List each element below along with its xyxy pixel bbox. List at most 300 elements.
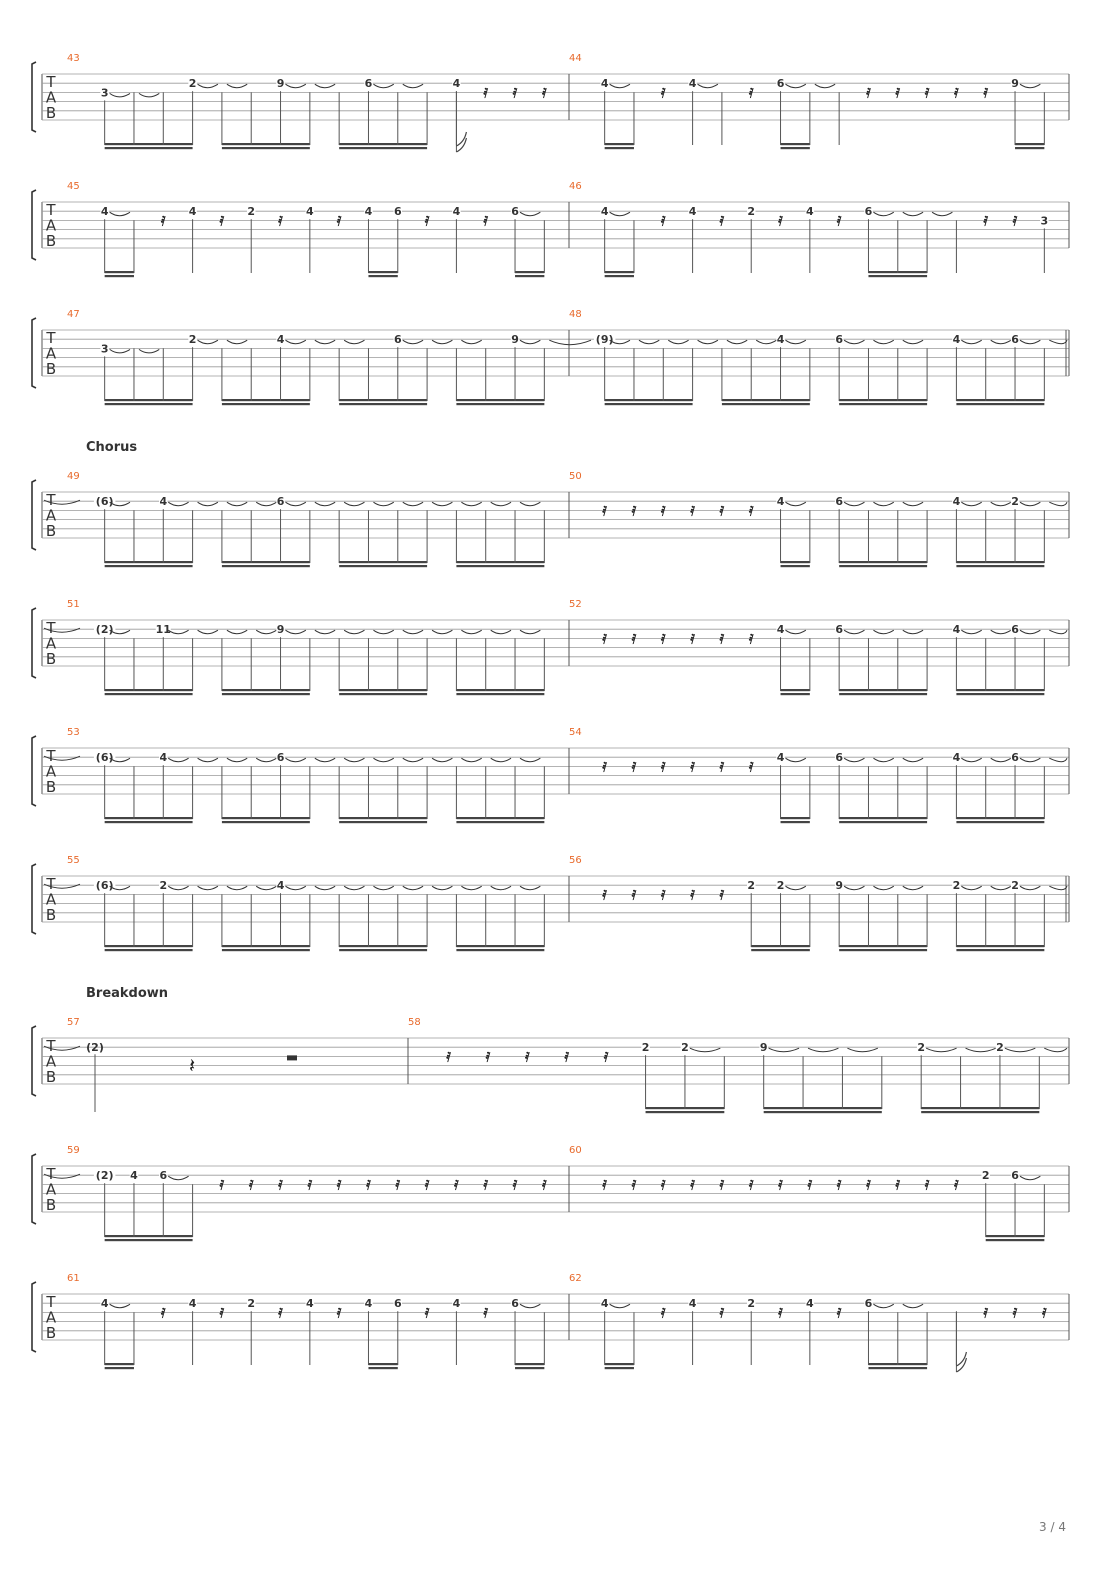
- tie: [403, 758, 423, 762]
- beam: [339, 147, 427, 149]
- tab-system: [32, 1273, 1069, 1372]
- tab-system: [32, 181, 1069, 277]
- fret-number: 6: [393, 1297, 402, 1311]
- sixteenth-rest: 𝅀: [895, 1178, 901, 1194]
- sixteenth-rest: 𝅀: [719, 214, 725, 230]
- beam: [222, 689, 310, 691]
- tie: [961, 630, 981, 634]
- tie: [786, 502, 806, 506]
- sixteenth-rest: 𝅀: [748, 86, 754, 102]
- fret-number: 6: [864, 1297, 873, 1311]
- measure-number: 58: [408, 1017, 421, 1028]
- tab-clef-letter: B: [45, 1324, 57, 1342]
- sixteenth-rest: 𝅀: [748, 504, 754, 520]
- sixteenth-rest: 𝅀: [603, 1050, 609, 1066]
- sixteenth-rest: 𝅀: [336, 214, 342, 230]
- tie: [1020, 84, 1040, 88]
- beam: [956, 949, 1044, 951]
- beam: [105, 1235, 193, 1237]
- tie: [344, 630, 364, 634]
- fret-number: 2: [747, 205, 756, 219]
- page-number: 3 / 4: [1039, 1520, 1066, 1534]
- sixteenth-rest: 𝅀: [485, 1050, 491, 1066]
- beam: [339, 403, 427, 405]
- measure: [67, 855, 569, 951]
- system-bracket: [32, 608, 36, 678]
- tie: [461, 502, 481, 506]
- tie: [1020, 886, 1040, 890]
- tie: [139, 93, 159, 97]
- tie: [520, 758, 540, 762]
- fret-number: 6: [276, 751, 285, 765]
- tie: [461, 340, 481, 344]
- beam: [339, 565, 427, 567]
- fret-number: 4: [364, 205, 373, 219]
- tie: [256, 630, 276, 634]
- beam: [956, 945, 1044, 947]
- tie: [991, 886, 1011, 890]
- fret-number: 2: [747, 879, 756, 893]
- tie: [198, 630, 218, 634]
- beam: [868, 1367, 927, 1369]
- tie: [373, 758, 393, 762]
- sixteenth-rest: 𝅀: [954, 86, 959, 102]
- tie: [926, 1048, 956, 1052]
- tab-clef-letter: B: [45, 522, 57, 540]
- tie: [873, 758, 893, 762]
- measure-number: 59: [67, 1145, 80, 1156]
- tie: [373, 502, 393, 506]
- beam: [105, 143, 193, 145]
- sixteenth-rest: 𝅀: [631, 1178, 637, 1194]
- tie: [549, 340, 591, 345]
- beam: [222, 821, 310, 823]
- fret-number: 3: [1040, 214, 1049, 228]
- fret-number: 2: [1011, 495, 1019, 509]
- tie: [432, 502, 452, 506]
- beam: [839, 949, 927, 951]
- beam: [456, 693, 544, 695]
- sixteenth-rest: 𝅀: [660, 1178, 666, 1194]
- sixteenth-rest: 𝅀: [525, 1050, 530, 1066]
- fret-number: (6): [95, 495, 114, 509]
- beam: [105, 945, 193, 947]
- fret-number: 4: [452, 205, 461, 219]
- measure: [569, 309, 1069, 405]
- fret-number: 4: [776, 333, 785, 347]
- sixteenth-rest: 𝅀: [983, 1306, 989, 1322]
- beam: [1015, 147, 1044, 149]
- fret-number: 4: [452, 77, 461, 91]
- tie-out: [1044, 1048, 1067, 1052]
- fret-number: 6: [1011, 1169, 1019, 1183]
- tie: [256, 758, 276, 762]
- tab-clef-letter: T: [46, 201, 56, 219]
- sixteenth-rest: 𝅀: [336, 1178, 342, 1194]
- sixteenth-rest: 𝅀: [602, 504, 608, 520]
- measure: [569, 181, 1069, 277]
- tie: [727, 340, 747, 344]
- sixteenth-rest: 𝅀: [836, 1178, 842, 1194]
- tab-clef-letter: A: [45, 344, 57, 363]
- measure: [569, 53, 1069, 149]
- tie: [844, 758, 864, 762]
- sixteenth-rest: 𝅀: [278, 1306, 283, 1322]
- beam: [839, 561, 927, 563]
- sixteenth-rest: 𝅀: [690, 760, 695, 776]
- measure-number: 44: [569, 53, 582, 64]
- measure-number: 60: [569, 1145, 582, 1156]
- tie: [198, 502, 218, 506]
- fret-number: 4: [600, 1297, 609, 1311]
- sixteenth-rest: 𝅀: [631, 504, 637, 520]
- beam: [222, 817, 310, 819]
- sixteenth-rest: 𝅀: [719, 632, 725, 648]
- tie: [344, 758, 364, 762]
- sixteenth-rest: 𝅀: [336, 1306, 342, 1322]
- tie: [769, 1048, 799, 1052]
- sixteenth-rest: 𝅀: [631, 888, 637, 904]
- measure: [67, 1017, 408, 1112]
- sixteenth-rest: 𝅀: [719, 1178, 725, 1194]
- sixteenth-rest: 𝅀: [866, 86, 871, 102]
- beam: [605, 143, 634, 145]
- tab-clef-letter: B: [45, 778, 57, 796]
- tie: [139, 349, 159, 353]
- tie: [1020, 630, 1040, 634]
- fret-number: (6): [95, 879, 114, 893]
- fret-number: 9: [276, 77, 285, 91]
- tie: [520, 502, 540, 506]
- sixteenth-rest: 𝅀: [719, 760, 725, 776]
- tie: [403, 502, 423, 506]
- sixteenth-rest: 𝅀: [307, 1178, 313, 1194]
- tie: [873, 886, 893, 890]
- fret-number: 4: [776, 623, 785, 637]
- tab-clef-letter: B: [45, 232, 57, 250]
- fret-number: 4: [952, 751, 961, 765]
- fret-number: 6: [393, 205, 402, 219]
- beam: [605, 1363, 634, 1365]
- measure-number: 45: [67, 181, 80, 192]
- beam: [456, 817, 544, 819]
- fret-number: 6: [835, 751, 843, 765]
- beam: [105, 1239, 193, 1241]
- fret-number: 2: [1011, 879, 1019, 893]
- beam: [781, 817, 810, 819]
- beam: [1015, 143, 1044, 145]
- beam: [751, 949, 810, 951]
- tie: [227, 340, 247, 344]
- tie: [110, 212, 130, 216]
- tie: [520, 1304, 540, 1308]
- fret-number: 2: [159, 879, 168, 893]
- measure-number: 51: [67, 599, 80, 610]
- fret-number: 4: [952, 333, 961, 347]
- beam: [722, 403, 810, 405]
- section-label: Breakdown: [86, 986, 169, 1001]
- beam: [339, 817, 427, 819]
- tie: [227, 630, 247, 634]
- beam: [605, 399, 693, 401]
- beam: [839, 693, 927, 695]
- tie: [461, 758, 481, 762]
- tab-clef-letter: A: [45, 762, 57, 781]
- tie: [610, 84, 630, 88]
- fret-number: 4: [364, 1297, 373, 1311]
- fret-number: 6: [1011, 751, 1019, 765]
- tie: [844, 630, 864, 634]
- sixteenth-rest: 𝅀: [512, 1178, 518, 1194]
- sixteenth-rest: 𝅀: [807, 1178, 813, 1194]
- beam: [222, 561, 310, 563]
- fret-number: 2: [747, 1297, 756, 1311]
- tab-clef-letter: A: [45, 1308, 57, 1327]
- sixteenth-rest: 𝅀: [602, 1178, 608, 1194]
- fret-number: 9: [276, 623, 285, 637]
- fret-number: 4: [952, 623, 961, 637]
- measure-number: 53: [67, 727, 80, 738]
- tie: [844, 340, 864, 344]
- measure: [67, 1273, 569, 1369]
- sixteenth-rest: 𝅀: [719, 888, 725, 904]
- measure: [67, 181, 569, 277]
- tab-clef-letter: B: [45, 1068, 57, 1086]
- fret-number: 6: [393, 333, 402, 347]
- tie: [961, 502, 981, 506]
- sixteenth-rest: 𝅀: [219, 1306, 225, 1322]
- sixteenth-rest: 𝅀: [719, 504, 725, 520]
- beam: [956, 403, 1044, 405]
- tie: [815, 84, 835, 88]
- tie: [961, 758, 981, 762]
- beam: [368, 275, 397, 277]
- sixteenth-rest: 𝅀: [660, 214, 666, 230]
- tab-clef-letter: A: [45, 506, 57, 525]
- fret-number: 6: [511, 1297, 519, 1311]
- measure-number: 49: [67, 471, 80, 482]
- tab-clef-letter: T: [46, 747, 56, 765]
- fret-number: 4: [688, 205, 697, 219]
- sixteenth-rest: 𝅀: [278, 214, 283, 230]
- tab-clef-letter: A: [45, 1052, 57, 1071]
- tie: [286, 886, 306, 890]
- sixteenth-rest: 𝅀: [1012, 1306, 1018, 1322]
- sixteenth-rest: 𝅀: [512, 86, 518, 102]
- beam: [722, 399, 810, 401]
- beam: [222, 143, 310, 145]
- sixteenth-rest: 𝅀: [719, 1306, 725, 1322]
- fret-number: (9): [595, 333, 614, 347]
- tie: [873, 340, 893, 344]
- tie: [1020, 502, 1040, 506]
- beam: [105, 1363, 134, 1365]
- beam: [868, 275, 927, 277]
- tie: [966, 1048, 996, 1052]
- tie: [168, 886, 188, 890]
- beam: [781, 693, 810, 695]
- sixteenth-rest: 𝅀: [660, 632, 666, 648]
- tab-clef-letter: B: [45, 1196, 57, 1214]
- fret-number: 2: [952, 879, 961, 893]
- sixteenth-rest: 𝅀: [454, 1178, 459, 1194]
- sixteenth-rest: 𝅀: [483, 1306, 489, 1322]
- beam: [222, 945, 310, 947]
- sixteenth-rest: 𝅀: [983, 86, 989, 102]
- tie: [991, 758, 1011, 762]
- tie: [961, 340, 981, 344]
- fret-number: 2: [641, 1041, 650, 1055]
- tie: [227, 502, 247, 506]
- measure-number: 62: [569, 1273, 582, 1284]
- tie: [786, 84, 806, 88]
- tie: [403, 340, 423, 344]
- tie: [491, 502, 511, 506]
- beam: [515, 275, 544, 277]
- fret-number: 2: [247, 205, 256, 219]
- measure: [408, 1017, 1069, 1113]
- fret-number: 6: [835, 495, 843, 509]
- tie: [903, 758, 923, 762]
- measure: [67, 599, 569, 695]
- tie-out: [1049, 630, 1067, 634]
- tie: [491, 886, 511, 890]
- tab-clef-letter: T: [46, 73, 56, 91]
- sixteenth-rest: 𝅀: [924, 1178, 930, 1194]
- fret-number: 6: [864, 205, 873, 219]
- fret-number: 2: [917, 1041, 926, 1055]
- sixteenth-rest: 𝅀: [541, 1178, 547, 1194]
- tab-system: [32, 440, 1069, 567]
- measure: [67, 309, 591, 405]
- tie: [491, 630, 511, 634]
- beam: [605, 271, 634, 273]
- beam: [839, 817, 927, 819]
- note-flag: [456, 132, 466, 152]
- tie: [991, 340, 1011, 344]
- measure-number: 47: [67, 309, 80, 320]
- half-rest: [287, 1055, 297, 1060]
- tie: [520, 212, 540, 216]
- tie: [344, 886, 364, 890]
- sixteenth-rest: 𝅀: [660, 1306, 666, 1322]
- sixteenth-rest: 𝅀: [483, 1178, 489, 1194]
- tie: [315, 886, 335, 890]
- fret-number: 2: [188, 77, 197, 91]
- fret-number: 6: [276, 495, 285, 509]
- beam: [781, 143, 810, 145]
- measure: [569, 599, 1069, 695]
- beam: [105, 689, 193, 691]
- sixteenth-rest: 𝅀: [748, 632, 754, 648]
- tab-clef-letter: T: [46, 491, 56, 509]
- system-bracket: [32, 318, 36, 388]
- tie: [373, 630, 393, 634]
- fret-number: 6: [364, 77, 373, 91]
- fret-number: 4: [188, 1297, 197, 1311]
- fret-number: 6: [835, 623, 843, 637]
- sixteenth-rest: 𝅀: [160, 214, 166, 230]
- measure: [569, 471, 1069, 567]
- measure: [67, 1145, 569, 1241]
- tie: [286, 84, 306, 88]
- section-label: Chorus: [86, 440, 138, 455]
- fret-number: 11: [155, 623, 171, 637]
- beam: [456, 949, 544, 951]
- tie: [110, 1304, 130, 1308]
- tie: [844, 502, 864, 506]
- measure-number: 55: [67, 855, 80, 866]
- fret-number: 4: [952, 495, 961, 509]
- tie: [698, 340, 718, 344]
- system-bracket: [32, 736, 36, 806]
- measure: [67, 471, 569, 567]
- system-bracket: [32, 1282, 36, 1352]
- beam: [339, 693, 427, 695]
- sixteenth-rest: 𝅀: [660, 760, 666, 776]
- tie: [873, 630, 893, 634]
- sixteenth-rest: 𝅀: [690, 504, 695, 520]
- fret-number: 6: [776, 77, 785, 91]
- measure: [569, 855, 1069, 951]
- beam: [105, 817, 193, 819]
- sixteenth-rest: 𝅀: [160, 1306, 166, 1322]
- fret-number: 4: [452, 1297, 461, 1311]
- fret-number: 4: [100, 205, 109, 219]
- fret-number: (2): [95, 1169, 114, 1183]
- beam: [839, 821, 927, 823]
- measure: [569, 1145, 1069, 1241]
- beam: [222, 565, 310, 567]
- tie: [786, 630, 806, 634]
- system-bracket: [32, 864, 36, 934]
- beam: [956, 565, 1044, 567]
- fret-number: 4: [276, 879, 285, 893]
- fret-number: 4: [306, 1297, 314, 1311]
- tie: [344, 340, 364, 344]
- beam: [956, 693, 1044, 695]
- beam: [781, 565, 810, 567]
- fret-number: 2: [681, 1041, 689, 1055]
- beam: [839, 403, 927, 405]
- tie: [786, 886, 806, 890]
- tie: [903, 502, 923, 506]
- fret-number: 6: [835, 333, 843, 347]
- measure: [67, 53, 569, 152]
- tie: [373, 84, 393, 88]
- sixteenth-rest: 𝅀: [866, 1178, 871, 1194]
- tie: [520, 340, 540, 344]
- beam: [456, 403, 544, 405]
- tie: [698, 84, 718, 88]
- beam: [515, 1363, 544, 1365]
- measure-number: 48: [569, 309, 582, 320]
- sixteenth-rest: 𝅀: [366, 1178, 371, 1194]
- fret-number: 4: [100, 1297, 109, 1311]
- beam: [839, 689, 927, 691]
- tie: [403, 630, 423, 634]
- fret-number: 6: [1011, 623, 1019, 637]
- tab-clef-letter: B: [45, 906, 57, 924]
- tab-system: [32, 727, 1069, 823]
- fret-number: 2: [188, 333, 197, 347]
- sixteenth-rest: 𝅀: [748, 760, 754, 776]
- beam: [605, 1367, 634, 1369]
- tie-out: [1049, 886, 1067, 890]
- tie: [373, 886, 393, 890]
- beam: [956, 821, 1044, 823]
- tab-clef-letter: B: [45, 650, 57, 668]
